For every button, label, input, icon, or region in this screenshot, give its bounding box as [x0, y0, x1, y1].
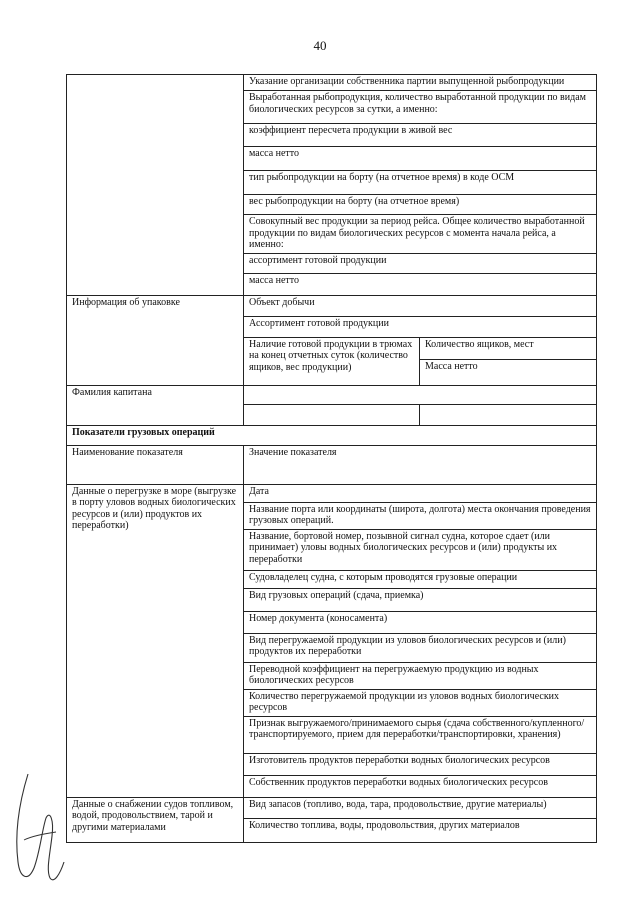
field-cell: Изготовитель продуктов переработки водных биологических ресурсов: [244, 753, 597, 775]
field-cell: Собственник продуктов переработки водных биологических ресурсов: [244, 775, 597, 797]
field-cell: [244, 385, 597, 404]
table-row: [67, 425, 597, 445]
field-cell: Название, бортовой номер, позывной сигнал судна, которое сдает (или принимает) уловы водных биологических ресурсов и (или) продукты их переработки: [244, 529, 597, 570]
field-cell: [420, 404, 597, 425]
field-cell: Вид запасов (топливо, вода, тара, продовольствие, другие материалы): [244, 797, 597, 818]
section-heading: Показатели грузовых операций: [67, 425, 597, 445]
field-cell: Количество ящиков, мест: [420, 337, 597, 359]
field-cell: вес рыбопродукции на борту (на отчетное время): [244, 195, 597, 215]
section-label-transshipment: Данные о перегрузке в море (выгрузке в порту уловов водных биологических ресурсов и (или) продуктов их переработки): [67, 484, 244, 797]
table-row: [67, 295, 597, 316]
table-row: [67, 484, 597, 502]
table-row: [67, 75, 597, 91]
page-number: 40: [313, 38, 327, 53]
field-cell: Выработанная рыбопродукция, количество выработанной продукции по видам биологических ресурсов за сутки, а именно:: [244, 91, 597, 124]
field-cell: Указание организации собственника партии выпущенной рыбопродукции: [244, 75, 597, 91]
table-row: [67, 445, 597, 484]
field-cell: ассортимент готовой продукции: [244, 253, 597, 273]
field-cell: тип рыбопродукции на борту (на отчетное время) в коде ОСМ: [244, 171, 597, 195]
field-cell: масса нетто: [244, 147, 597, 171]
field-cell: Ассортимент готовой продукции: [244, 316, 597, 337]
handwritten-signature: [6, 770, 70, 888]
table-row: [67, 385, 597, 404]
field-cell: Объект добычи: [244, 295, 597, 316]
field-cell: [244, 404, 420, 425]
column-header: Наименование показателя: [67, 445, 244, 484]
table-row: [67, 797, 597, 818]
form-table: [66, 74, 597, 843]
field-cell: Наличие готовой продукции в трюмах на конец отчетных суток (количество ящиков, вес продукции): [244, 337, 420, 385]
field-cell: Количество топлива, воды, продовольствия, других материалов: [244, 818, 597, 842]
field-cell: Признак выгружаемого/принимаемого сырья (сдача собственного/купленного/транспортируемого, прием для переработки/транспортировки, хранения): [244, 716, 597, 753]
field-cell: Совокупный вес продукции за период рейса. Общее количество выработанной продукции по видам биологических ресурсов с момента начала рейса, а именно:: [244, 215, 597, 254]
section-label-supply: Данные о снабжении судов топливом, водой, продовольствием, тарой и другими материалами: [67, 797, 244, 842]
field-cell: Дата: [244, 484, 597, 502]
field-cell: Масса нетто: [420, 359, 597, 385]
row-label: [67, 75, 244, 296]
field-cell: Вид грузовых операций (сдача, приемка): [244, 588, 597, 611]
section-label-captain: Фамилия капитана: [67, 385, 244, 425]
field-cell: коэффициент пересчета продукции в живой вес: [244, 124, 597, 147]
field-cell: Номер документа (коносамента): [244, 611, 597, 633]
section-label-packaging: Информация об упаковке: [67, 295, 244, 385]
column-header: Значение показателя: [244, 445, 597, 484]
field-cell: масса нетто: [244, 273, 597, 295]
field-cell: Переводной коэффициент на перегружаемую продукцию из водных биологических ресурсов: [244, 662, 597, 689]
field-cell: Судовладелец судна, с которым проводятся грузовые операции: [244, 570, 597, 588]
field-cell: Количество перегружаемой продукции из уловов водных биологических ресурсов: [244, 689, 597, 716]
field-cell: Название порта или координаты (широта, долгота) места окончания проведения грузовых операций.: [244, 502, 597, 529]
field-cell: Вид перегружаемой продукции из уловов биологических ресурсов и (или) продуктов их переработки: [244, 633, 597, 662]
